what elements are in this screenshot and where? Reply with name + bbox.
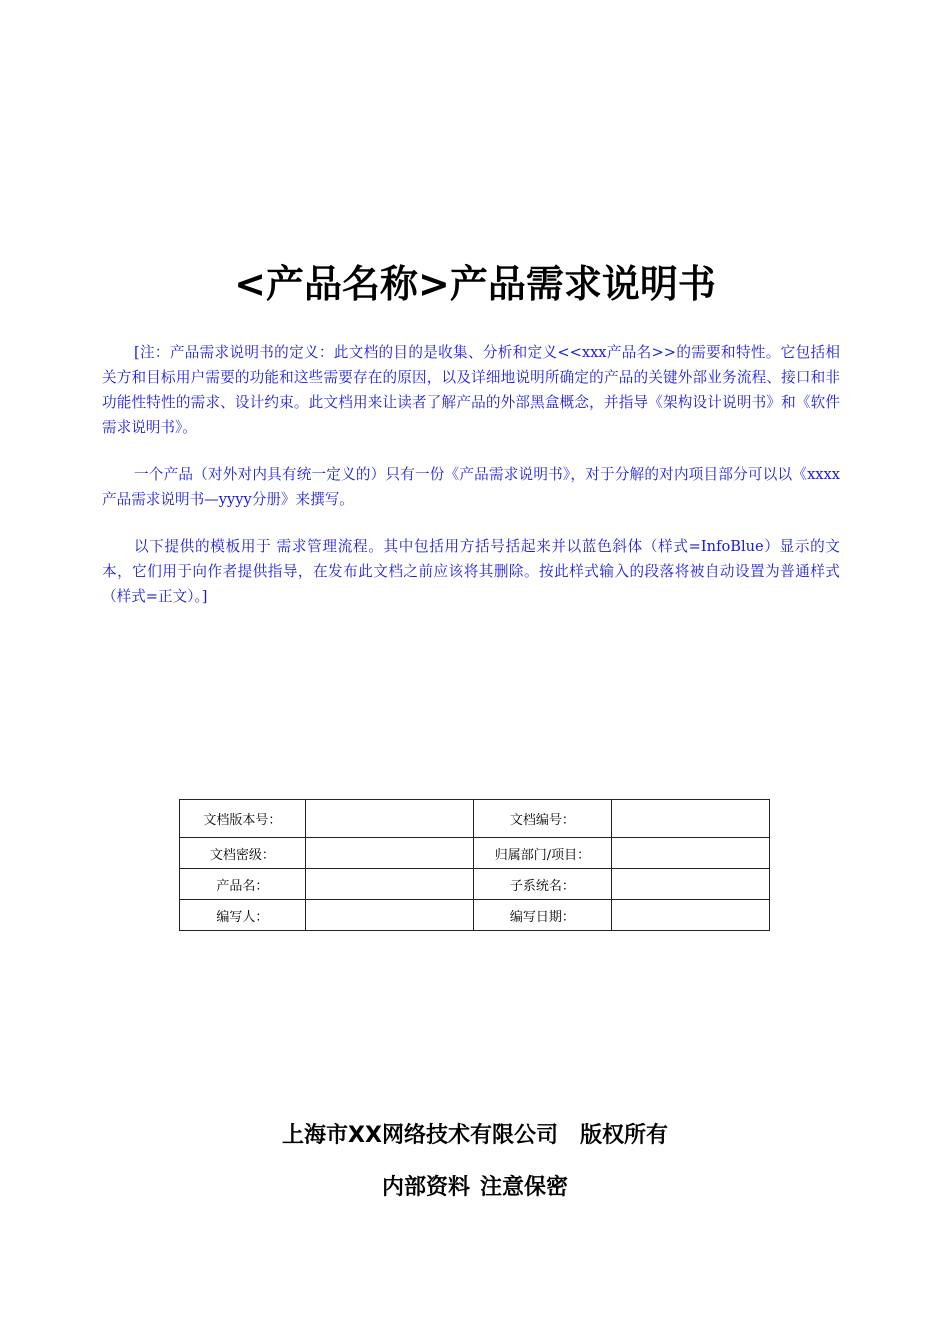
footer-confidential (0, 1170, 950, 1201)
table-row (180, 800, 770, 838)
internal-material-text: 内部资料 (381, 1175, 470, 1200)
footer-copyright (0, 1118, 950, 1149)
value-security-level (305, 838, 473, 869)
label-department: 归属部门/项目： (473, 838, 612, 869)
label-date: 编写日期： (473, 900, 612, 931)
label-security-level: 文档密级： (180, 838, 306, 869)
table-row (180, 838, 770, 869)
rights-text: 版权所有 (579, 1123, 668, 1148)
label-author: 编写人： (180, 900, 306, 931)
company-name: 上海市XX网络技术有限公司 (282, 1123, 558, 1148)
note-paragraph-definition: [注：产品需求说明书的定义：此文档的目的是收集、分析和定义<<xxx产品名>>的需要和特性。它包括相关方和目标用户需要的功能和这些需要存在的原因，以及详细地说明所确定的产品的关键外部业务流程、接口和非功能性特性的需求、设计约束。此文档用来让读者了解产品的外部黑盒概念，并指导《架构设计说明书》和《软件需求说明书》。 (102, 344, 840, 436)
note-paragraph-template: 以下提供的模板用于 需求管理流程。其中包括用方括号括起来并以蓝色斜体（样式=InfoBlue）显示的文本，它们用于向作者提供指导，在发布此文档之前应该将其删除。按此样式输入的段落将被自动设置为普通样式（样式=正文）。] (102, 538, 840, 605)
value-subsystem (612, 869, 770, 900)
document-title: <产品名称>产品需求说明书 (234, 262, 716, 306)
value-department (612, 838, 770, 869)
value-version (305, 800, 473, 838)
label-version: 文档版本号： (180, 800, 306, 838)
note-block (102, 340, 840, 631)
table-row (180, 869, 770, 900)
label-product-name: 产品名： (180, 869, 306, 900)
value-doc-number (612, 800, 770, 838)
label-doc-number: 文档编号： (473, 800, 612, 838)
value-author (305, 900, 473, 931)
value-date (612, 900, 770, 931)
document-info-table (179, 799, 770, 931)
keep-secret-text: 注意保密 (480, 1175, 569, 1200)
label-subsystem: 子系统名： (473, 869, 612, 900)
table-row (180, 900, 770, 931)
note-paragraph-scope: 一个产品（对外对内具有统一定义的）只有一份《产品需求说明书》，对于分解的对内项目部分可以以《xxxx产品需求说明书—yyyy分册》来撰写。 (102, 466, 840, 508)
value-product-name (305, 869, 473, 900)
